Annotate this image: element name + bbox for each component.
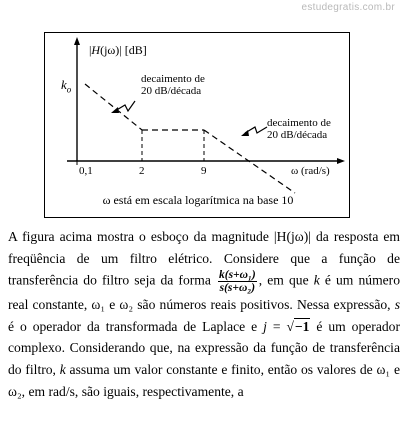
transfer-function-fraction: $\frac{\text{k(s+ω₁)}}{\text{s(s+ω₂)}}$ bbox=[219, 269, 256, 295]
tick-label-9: 9 bbox=[201, 165, 207, 177]
bode-magnitude-figure bbox=[44, 32, 350, 218]
annotation1-arrowhead bbox=[111, 107, 119, 113]
magnitude-expression: |H(jω)| bbox=[273, 229, 311, 244]
y-axis-label: |H(jω)| [dB] bbox=[89, 43, 147, 57]
tick-label-2: 2 bbox=[139, 165, 145, 177]
question-text: A figura acima mostra o esboço da magnitude |H(jω)| da resposta em freqüência de um filtro elétrico. Considere que a função de transferência do filtro seja da forma $\frac{\text{k(s+ω₁)}}{\text{s(s+ω₂)}}$ , em que k é um número real constante, ω₁ e ω₂ são números reais positivos. Nessa expressão, s é o operador da transformada de Laplace e j = √−1 é um operador complexo. Considerando que, na expressão da função de transferência do filtro, k assuma um valor constante e finito, então os valores de ω₁ e ω₂, em rad/s, são iguais, respectivamente, a bbox=[8, 229, 400, 399]
figure-caption: ω está em escala logarítmica na base 10 bbox=[102, 193, 294, 207]
sqrt-minus-one: √−1 bbox=[286, 318, 310, 334]
annotation2-label: decaimento de 20 dB/década bbox=[267, 117, 331, 141]
annotation2-arrowhead bbox=[241, 130, 249, 136]
k0-label: $k_o$ bbox=[61, 77, 72, 95]
annotation1-label: decaimento de 20 dB/década bbox=[141, 73, 205, 97]
watermark: estudegratis.com.br bbox=[301, 2, 395, 13]
tick-label-0-1: 0,1 bbox=[79, 165, 93, 177]
slope-segment-1 bbox=[85, 84, 142, 130]
x-axis-arrow bbox=[337, 158, 345, 164]
y-axis-arrow bbox=[74, 37, 80, 45]
x-axis-label: ω (rad/s) bbox=[291, 165, 330, 177]
